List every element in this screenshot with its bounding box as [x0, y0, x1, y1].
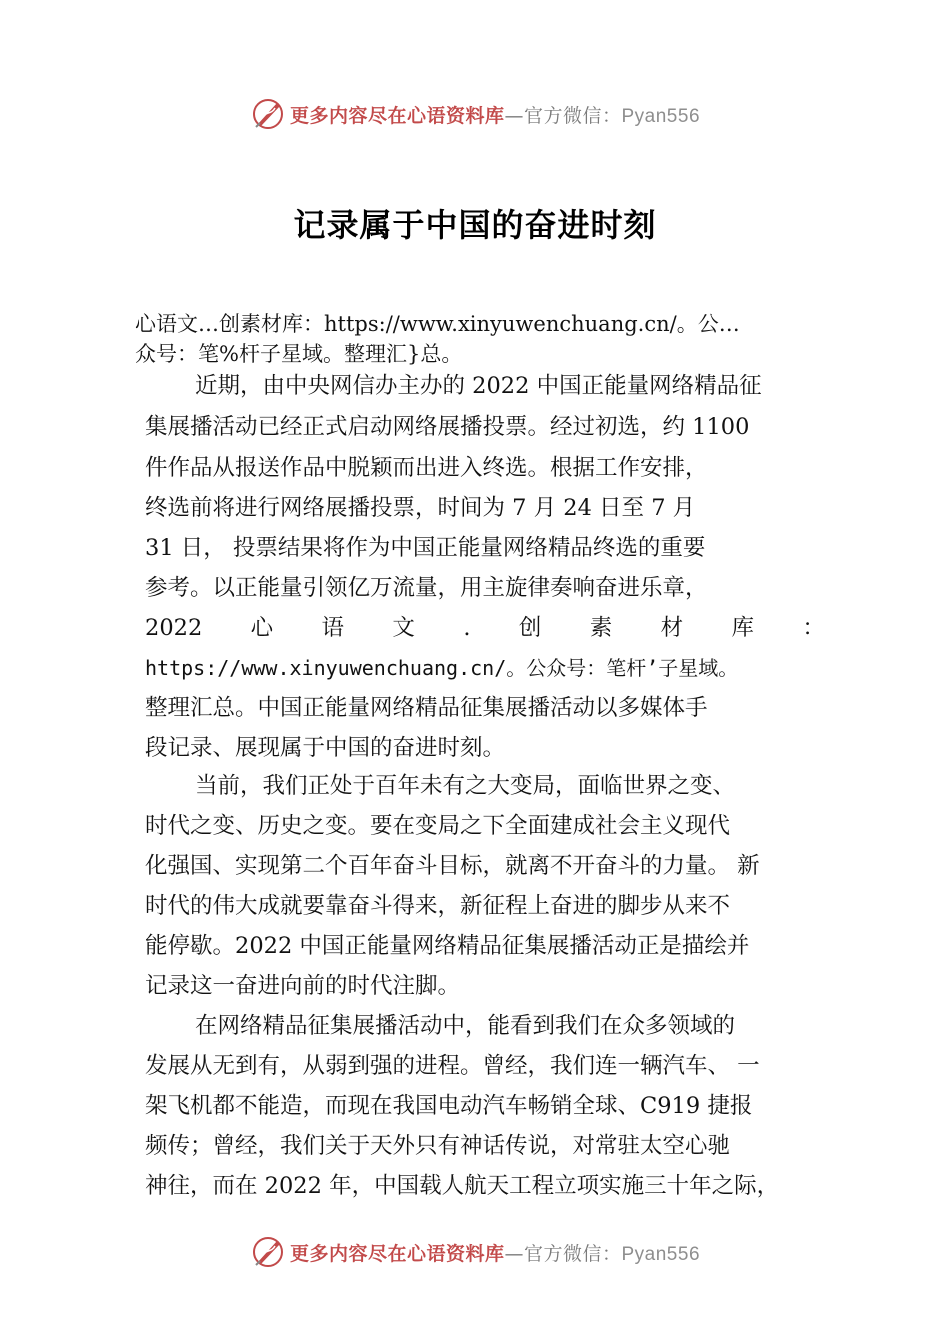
paragraph-line: 架飞机都不能造，而现在我国电动汽车畅销全球、C919 捷报 [145, 1093, 753, 1119]
paragraph-line: 在网络精品征集展播活动中，能看到我们在众多领域的 [195, 1013, 736, 1039]
paragraph-line: 频传；曾经，我们关于天外只有神话传说，对常驻太空心驰 [145, 1133, 731, 1159]
spread-char: 心 [250, 615, 274, 641]
spread-char: 创 [518, 615, 542, 641]
paragraph-line: 化强国、实现第二个百年奋斗目标，就离不开奋斗的力量。 新 [145, 853, 760, 879]
banner-wechat-id: Pyan556 [621, 1243, 701, 1265]
banner-red-text: 更多内容尽在心语资料库 [289, 1242, 505, 1265]
spread-char: 库 [731, 615, 755, 641]
paragraph-line: 段记录、展现属于中国的奋进时刻。 [145, 735, 506, 761]
quill-pen-seal-icon [250, 96, 286, 132]
spread-char: ： [802, 615, 825, 641]
banner-dash: — [504, 1242, 524, 1265]
banner-wechat-label: 官方微信： [523, 104, 622, 127]
paragraph-line: 31 日， 投票结果将作为中国正能量网络精品终选的重要 [145, 535, 706, 561]
banner-red-text: 更多内容尽在心语资料库 [289, 104, 505, 127]
paragraph-line: 时代之变、历史之变。要在变局之下全面建成社会主义现代 [145, 813, 731, 839]
paragraph-line: 终选前将进行网络展播投票，时间为 7 月 24 日至 7 月 [145, 495, 696, 521]
spread-char: 材 [660, 615, 684, 641]
quill-pen-seal-icon [250, 1234, 286, 1270]
paragraph-line: 时代的伟大成就要靠奋斗得来，新征程上奋进的脚步从来不 [145, 893, 731, 919]
spread-char: 文 [392, 615, 415, 641]
banner-wechat-label: 官方微信： [523, 1242, 622, 1265]
paragraph-line: 能停歇。2022 中国正能量网络精品征集展播活动正是描绘并 [145, 933, 750, 959]
paragraph-line: 整理汇总。中国正能量网络精品征集展播活动以多媒体手 [145, 695, 708, 721]
paragraph-line: 神往，而在 2022 年，中国载人航天工程立项实施三十年之际， [145, 1173, 780, 1199]
spread-char: . [463, 615, 471, 641]
paragraph-line: 发展从无到有，从弱到强的进程。曾经，我们连一辆汽车、 一 [145, 1053, 760, 1079]
paragraph-line: 记录这一奋进向前的时代注脚。 [145, 973, 461, 999]
spread-char: 2022 [145, 615, 203, 641]
paragraph-line: 近期，由中央网信办主办的 2022 中国正能量网络精品征 [195, 373, 762, 399]
source-line: 心语文…创素材库：https://www.xinyuwenchuang.cn/。公… [135, 312, 740, 336]
paragraph-line: 当前，我们正处于百年未有之大变局，面临世界之变、 [195, 773, 736, 799]
banner-wechat-id: Pyan556 [621, 105, 701, 127]
paragraph-line-spread [145, 608, 825, 648]
page-title: 记录属于中国的奋进时刻 [293, 206, 657, 244]
header-banner [0, 94, 950, 134]
paragraph-line: 集展播活动已经正式启动网络展播投票。经过初选，约 1100 [145, 414, 750, 440]
banner-dash: — [504, 104, 524, 127]
paragraph-line: 件作品从报送作品中脱颖而出进入终选。根据工作安排， [145, 455, 708, 481]
spread-char: 语 [321, 615, 345, 641]
source-line: 众号：笔%杆子星域。整理汇}总。 [135, 342, 463, 366]
footer-banner [0, 1232, 950, 1272]
paragraph-line: 参考。以正能量引领亿万流量，用主旋律奏响奋进乐章， [145, 575, 708, 601]
paragraph-line: https://www.xinyuwenchuang.cn/。公众号：笔杆’子星域。 [145, 656, 739, 680]
spread-char: 素 [589, 615, 613, 641]
